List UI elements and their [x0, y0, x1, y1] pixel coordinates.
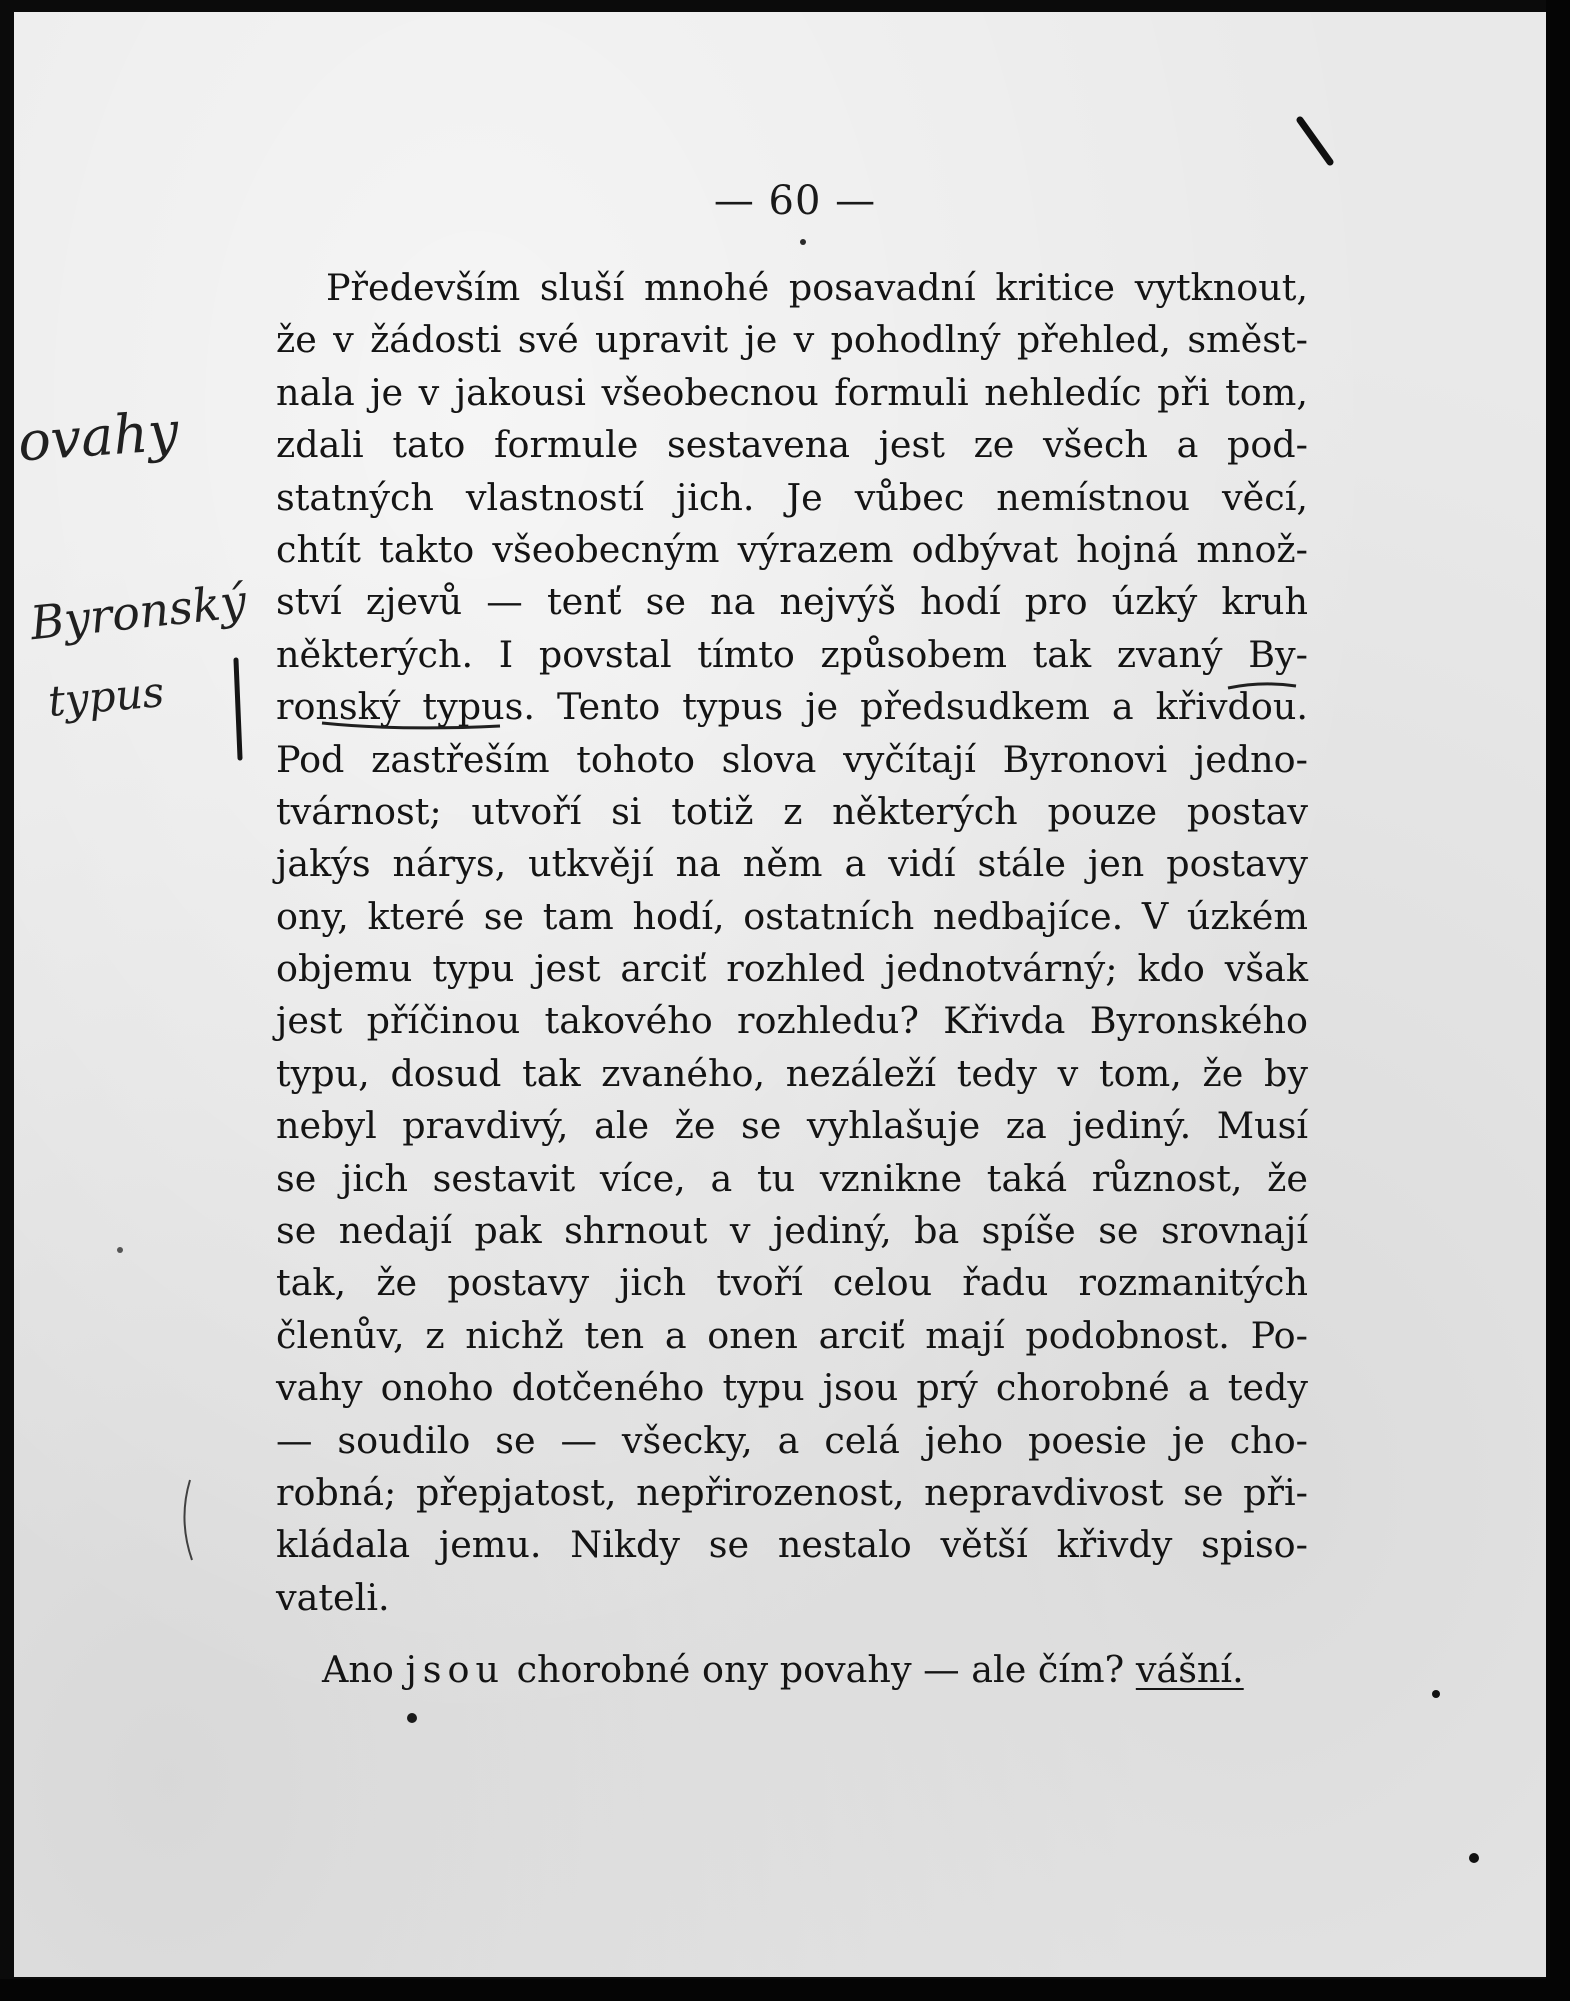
margin-note-byronsky: Byronský: [27, 573, 249, 651]
text-line: tak, že postavy jich tvoří celou řadu rozmanitých: [276, 1261, 1308, 1305]
scan-border-right: [1546, 0, 1570, 2001]
text-line: typu, dosud tak zvaného, nezáleží tedy v tom, že by: [276, 1051, 1308, 1095]
text-line: kládala jemu. Nikdy se nestalo větší křivdy spiso-: [276, 1523, 1308, 1567]
text-line: se jich sestavit více, a tu vznikne taká různost, že: [276, 1156, 1308, 1200]
text-line: ony, které se tam hodí, ostatních nedbajíce. V úzkém: [276, 894, 1308, 938]
text-line: vateli.: [276, 1575, 390, 1619]
scan-border-bottom: [0, 1979, 1570, 2001]
text-line: nebyl pravdivý, ale že se vyhlašuje za jediný. Musí: [276, 1104, 1308, 1148]
text-line: ronský typus. Tento typus je předsudkem a křivdou.: [276, 685, 1308, 729]
text-line: chtít takto všeobecným výrazem odbývat hojná množ-: [276, 527, 1308, 571]
paragraph-1: [276, 262, 1308, 1624]
text-line: některých. I povstal tímto způsobem tak zvaný By-: [276, 632, 1308, 676]
page-number: — 60 —: [713, 178, 877, 224]
text-line: jest příčinou takového rozhledu? Křivda Byronského: [276, 999, 1308, 1043]
paragraph-2-start: Ano: [322, 1648, 406, 1691]
text-line: statných vlastností jich. Je vůbec nemístnou věcí,: [276, 475, 1308, 519]
text-line: — soudilo se — všecky, a celá jeho poesie je cho-: [276, 1418, 1308, 1462]
text-line: jakýs nárys, utkvějí na něm a vidí stále jen postavy: [276, 842, 1308, 886]
text-line: členův, z nichž ten a onen arciť mají podobnost. Po-: [276, 1313, 1308, 1357]
text-line: tvárnost; utvoří si totiž z některých pouze postav: [276, 789, 1308, 833]
text-line: že v žádosti své upravit je v pohodlný přehled, směst-: [276, 318, 1308, 362]
spaced-emphasis: jsou: [405, 1648, 505, 1691]
underlined-word: vášní.: [1135, 1648, 1244, 1691]
text-line: se nedají pak shrnout v jediný, ba spíše se srovnají: [276, 1209, 1308, 1253]
margin-note-povahy: ovahy: [15, 399, 181, 474]
text-line: objemu typu jest arciť rozhled jednotvárný; kdo však: [276, 947, 1308, 991]
text-line: ství zjevů — tenť se na nejvýš hodí pro úzký kruh: [276, 580, 1308, 624]
margin-note-typus: typus: [46, 667, 167, 726]
text-line: Pod zastřeším tohoto slova vyčítají Byronovi jedno-: [276, 737, 1308, 781]
paragraph-2: [322, 1644, 1244, 1696]
text-line: robná; přepjatost, nepřirozenost, nepravdivost se při-: [276, 1470, 1308, 1514]
text-line: vahy onoho dotčeného typu jsou prý chorobné a tedy: [276, 1366, 1308, 1410]
text-line: Především sluší mnohé posavadní kritice vytknout,: [326, 266, 1308, 309]
text-line: zdali tato formule sestavena jest ze všech a pod-: [276, 423, 1308, 467]
text-line: nala je v jakousi všeobecnou formuli nehledíc při tom,: [276, 370, 1308, 414]
paragraph-2-middle: chorobné ony povahy — ale čím?: [504, 1648, 1136, 1691]
